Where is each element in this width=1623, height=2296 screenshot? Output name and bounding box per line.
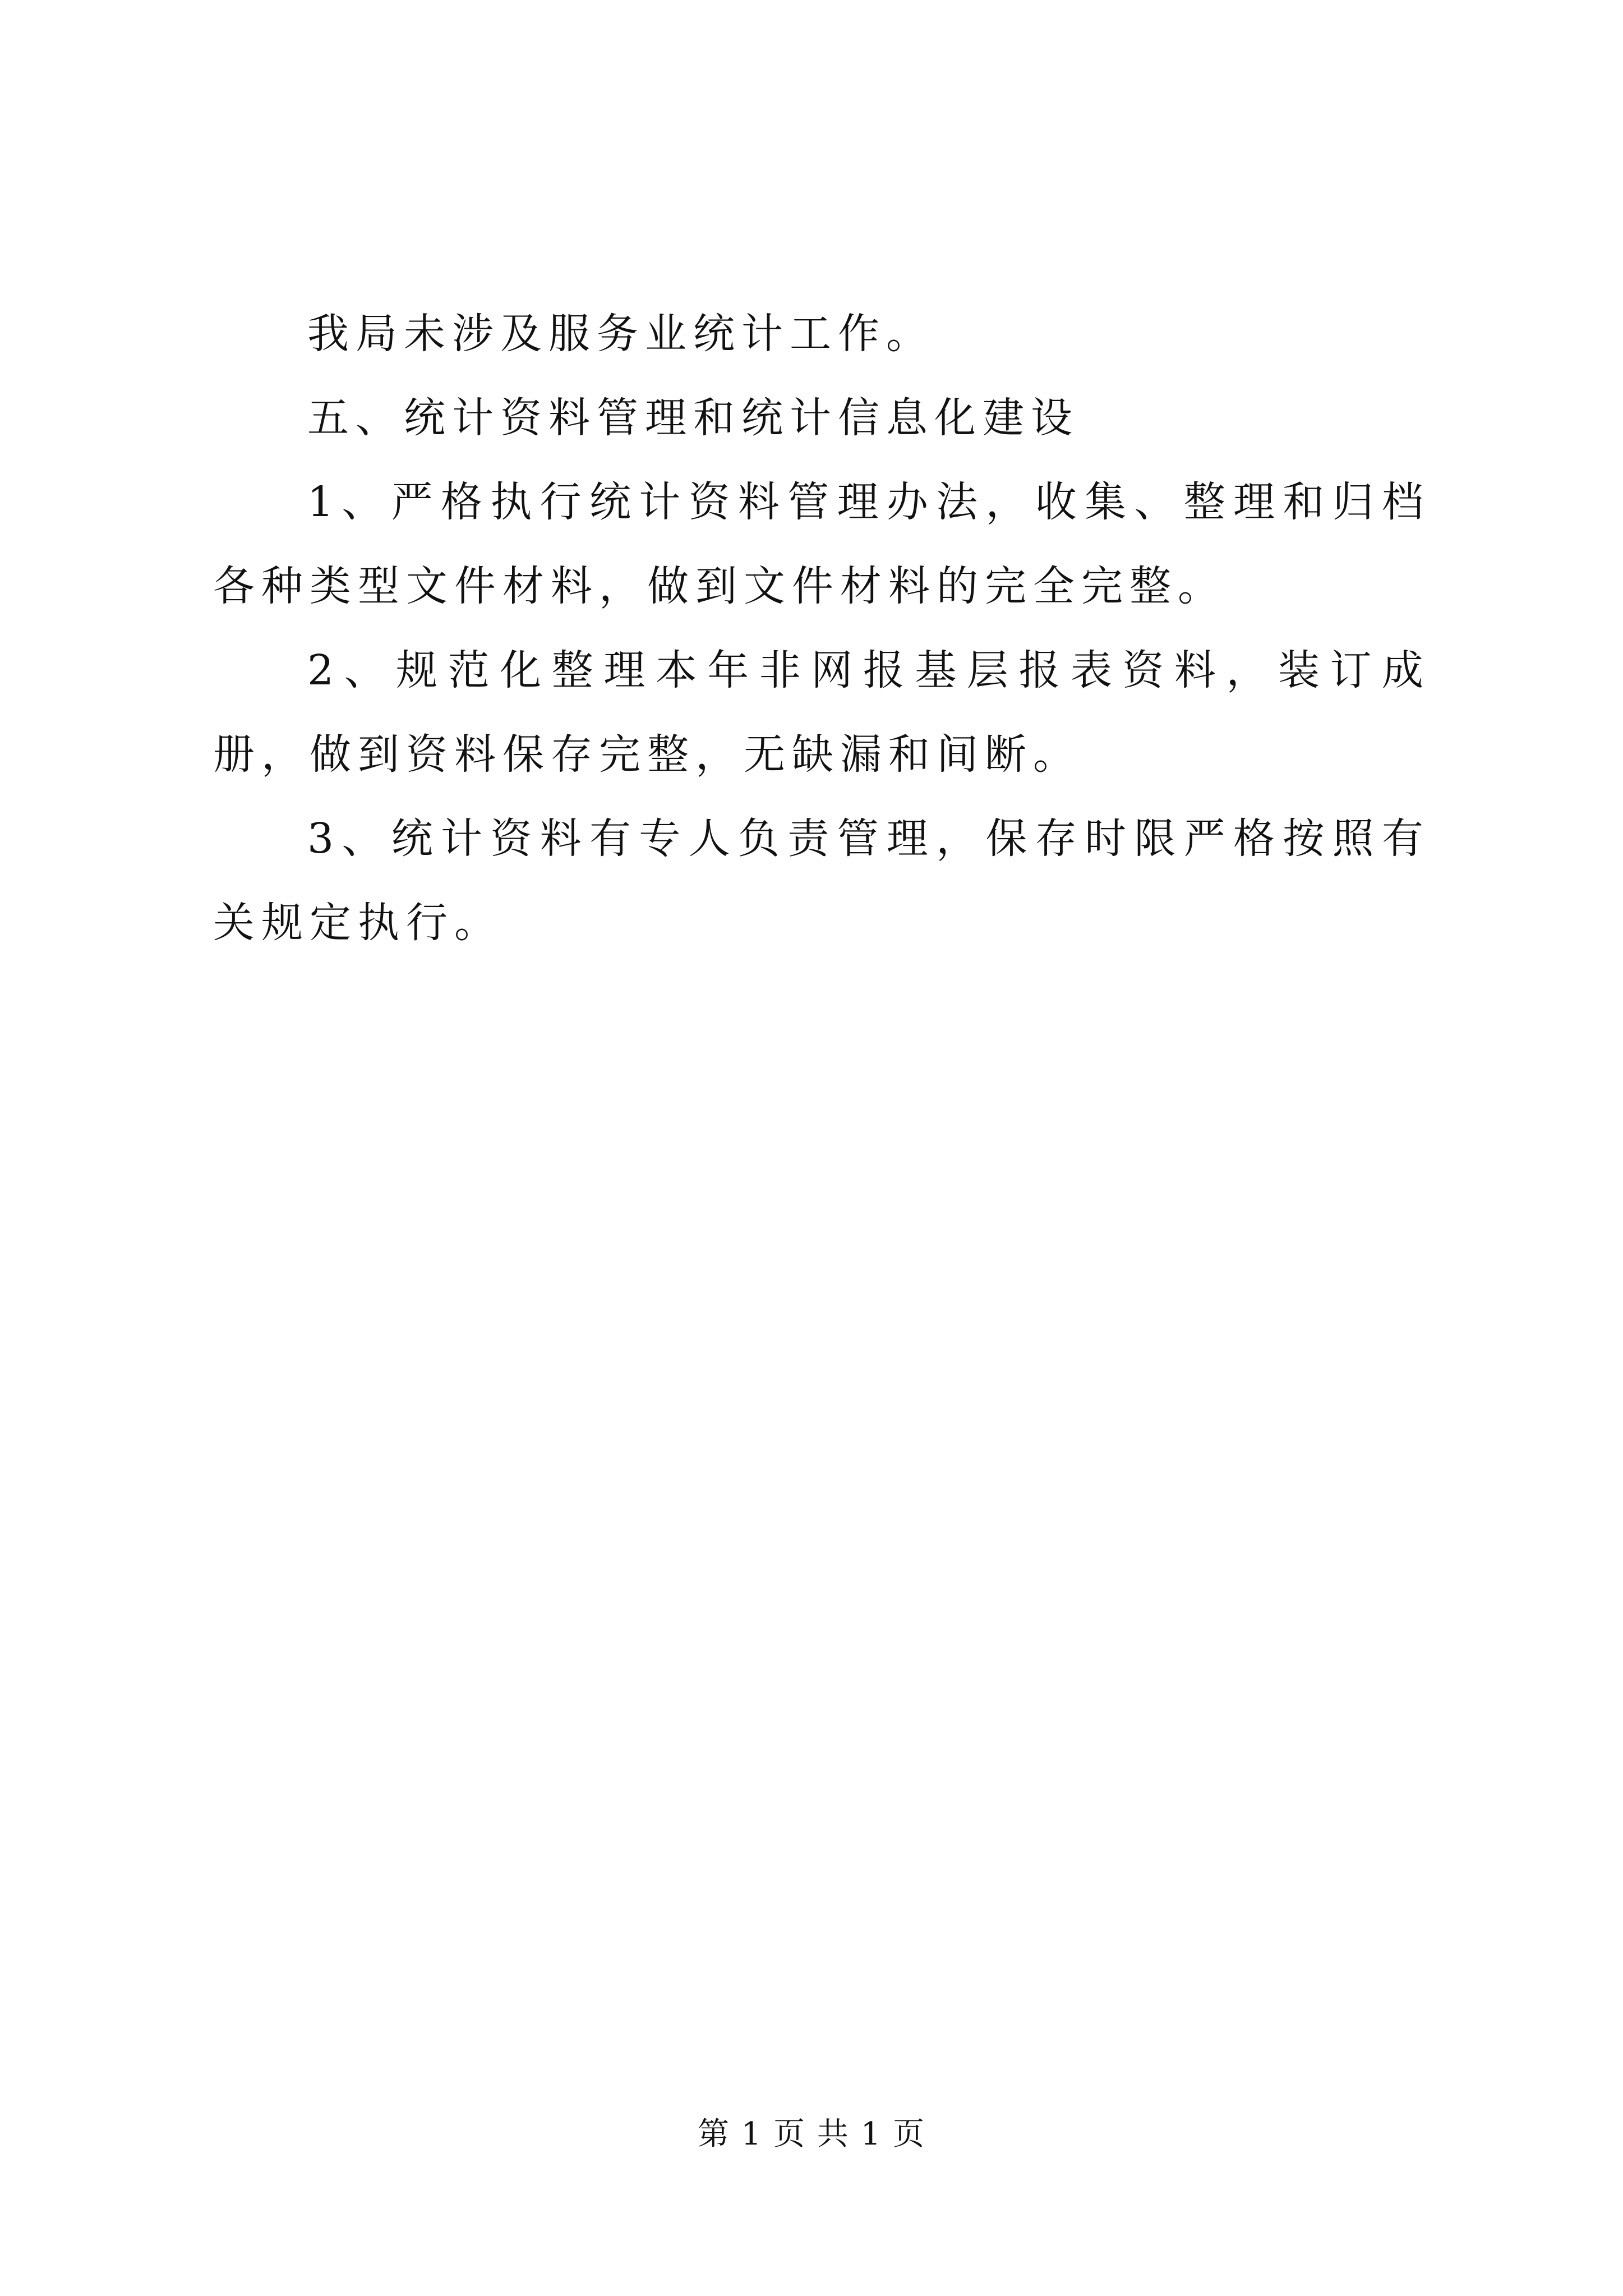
list-item-2: 2、规范化整理本年非网报基层报表资料，装订成册，做到资料保存完整，无缺漏和间断。 — [213, 646, 1430, 779]
section-heading-statistics-management: 五、统计资料管理和统计信息化建设 — [307, 394, 1079, 442]
page-number-footer: 第 1 页 共 1 页 — [697, 2116, 926, 2152]
document-body — [213, 292, 1430, 965]
paragraph-service-statistics: 我局未涉及服务业统计工作。 — [307, 310, 934, 358]
list-item-3: 3、统计资料有专人负责管理，保存时限严格按照有关规定执行。 — [213, 815, 1430, 947]
list-item-1: 1、严格执行统计资料管理办法，收集、整理和归档各种类型文件材料，做到文件材料的完全完整。 — [213, 478, 1430, 610]
